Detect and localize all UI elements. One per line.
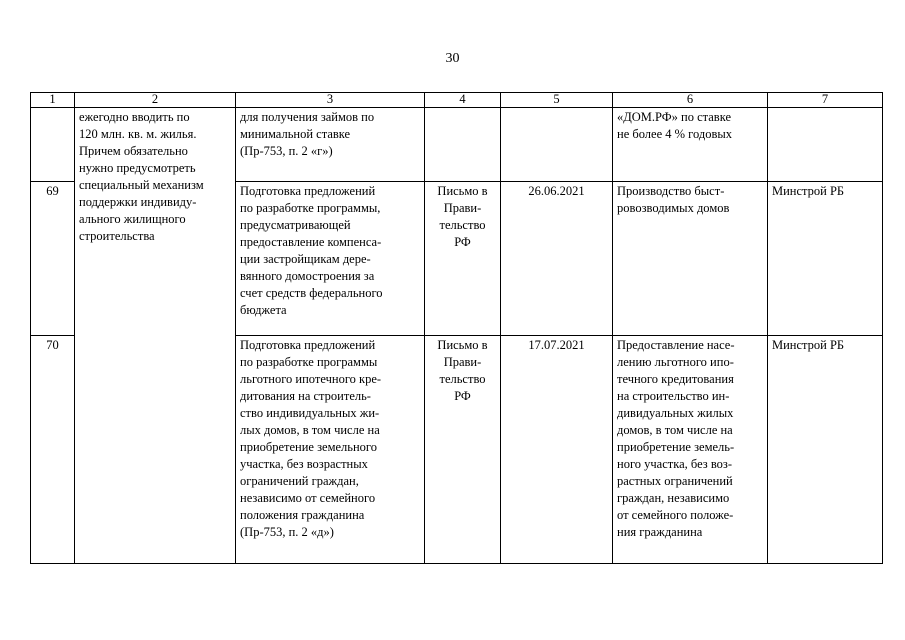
header-cell: 3 xyxy=(236,93,425,108)
text-line: бюджета xyxy=(240,303,287,317)
text-line: лению льготного ипо- xyxy=(617,355,734,369)
text-line: счет средств федерального xyxy=(240,286,383,300)
text-line: положения гражданина xyxy=(240,508,365,522)
text-line: Письмо в xyxy=(437,184,488,198)
text-line: Причем обязательно xyxy=(79,144,188,158)
text-line: приобретение земельного xyxy=(240,440,377,454)
header-cell: 5 xyxy=(501,93,613,108)
text-line: участка, без возрастных xyxy=(240,457,368,471)
text-line: независимо от семейного xyxy=(240,491,376,505)
text-line: предусматривающей xyxy=(240,218,351,232)
header-cell: 1 xyxy=(31,93,75,108)
page-number: 30 xyxy=(445,51,460,66)
text-line: от семейного положе- xyxy=(617,508,734,522)
text-line: ограничений граждан, xyxy=(240,474,359,488)
text-line: предоставление компенса- xyxy=(240,235,382,249)
number-cell xyxy=(31,108,75,182)
measures-table xyxy=(30,92,883,564)
text-line: дивидуальных жилых xyxy=(617,406,734,420)
text-line: (Пр-753, п. 2 «д») xyxy=(240,525,334,539)
text-line: тельство xyxy=(439,372,486,386)
text-line: Предоставление насе- xyxy=(617,338,735,352)
text-line: ежегодно вводить по xyxy=(79,110,190,124)
text-line: вянного домостроения за xyxy=(240,269,375,283)
result-cell xyxy=(613,108,768,182)
text-line: РФ xyxy=(454,235,471,249)
text-line: растных ограничений xyxy=(617,474,733,488)
measure-cell xyxy=(236,182,425,336)
document-cell xyxy=(425,336,501,564)
text-line: тельство xyxy=(439,218,486,232)
text-line: (Пр-753, п. 2 «г») xyxy=(240,144,333,158)
text-line: по разработке программы, xyxy=(240,201,381,215)
text-line: граждан, независимо xyxy=(617,491,730,505)
text-line: ство индивидуальных жи- xyxy=(240,406,380,420)
result-cell xyxy=(613,336,768,564)
text-line: Письмо в xyxy=(437,338,488,352)
text-line: по разработке программы xyxy=(240,355,378,369)
text-line: приобретение земель- xyxy=(617,440,735,454)
document-cell xyxy=(425,182,501,336)
document-cell xyxy=(425,108,501,182)
header-cell: 2 xyxy=(75,93,236,108)
text-line: льготного ипотечного кре- xyxy=(240,372,382,386)
text-line: РФ xyxy=(454,389,471,403)
header-cell: 4 xyxy=(425,93,501,108)
text-line: Подготовка предложений xyxy=(240,338,376,352)
goal-cell xyxy=(75,108,236,564)
text-line: Прави- xyxy=(443,355,482,369)
text-line: строительства xyxy=(79,229,155,243)
text-line: поддержки индивиду- xyxy=(79,195,197,209)
header-cell: 7 xyxy=(768,93,883,108)
text-line: специальный механизм xyxy=(79,178,204,192)
number-cell: 69 xyxy=(31,182,75,336)
date-cell xyxy=(501,108,613,182)
result-cell xyxy=(613,182,768,336)
number-cell: 70 xyxy=(31,336,75,564)
text-line: лых домов, в том числе на xyxy=(240,423,380,437)
date-cell: 26.06.2021 xyxy=(501,182,613,336)
text-line: ния гражданина xyxy=(617,525,703,539)
text-line: минимальной ставке xyxy=(240,127,351,141)
text-line: Прави- xyxy=(443,201,482,215)
text-line: Производство быст- xyxy=(617,184,725,198)
text-line: ного участка, без воз- xyxy=(617,457,733,471)
text-line: «ДОМ.РФ» по ставке xyxy=(617,110,732,124)
text-line: течного кредитования xyxy=(617,372,734,386)
text-line: для получения займов по xyxy=(240,110,375,124)
text-line: 120 млн. кв. м. жилья. xyxy=(79,127,197,141)
text-line: ального жилищного xyxy=(79,212,186,226)
date-cell: 17.07.2021 xyxy=(501,336,613,564)
text-line: не более 4 % годовых xyxy=(617,127,733,141)
header-cell: 6 xyxy=(613,93,768,108)
table-row-continuation xyxy=(31,108,883,182)
text-line: дитования на строитель- xyxy=(240,389,371,403)
text-line: ровозводимых домов xyxy=(617,201,730,215)
text-line: Подготовка предложений xyxy=(240,184,376,198)
measure-cell xyxy=(236,108,425,182)
responsible-cell xyxy=(768,108,883,182)
header-row xyxy=(31,93,883,108)
text-line: ции застройщикам дере- xyxy=(240,252,371,266)
responsible-cell: Минстрой РБ xyxy=(768,336,883,564)
measure-cell xyxy=(236,336,425,564)
text-line: нужно предусмотреть xyxy=(79,161,196,175)
responsible-cell: Минстрой РБ xyxy=(768,182,883,336)
text-line: на строительство ин- xyxy=(617,389,730,403)
text-line: домов, в том числе на xyxy=(617,423,733,437)
